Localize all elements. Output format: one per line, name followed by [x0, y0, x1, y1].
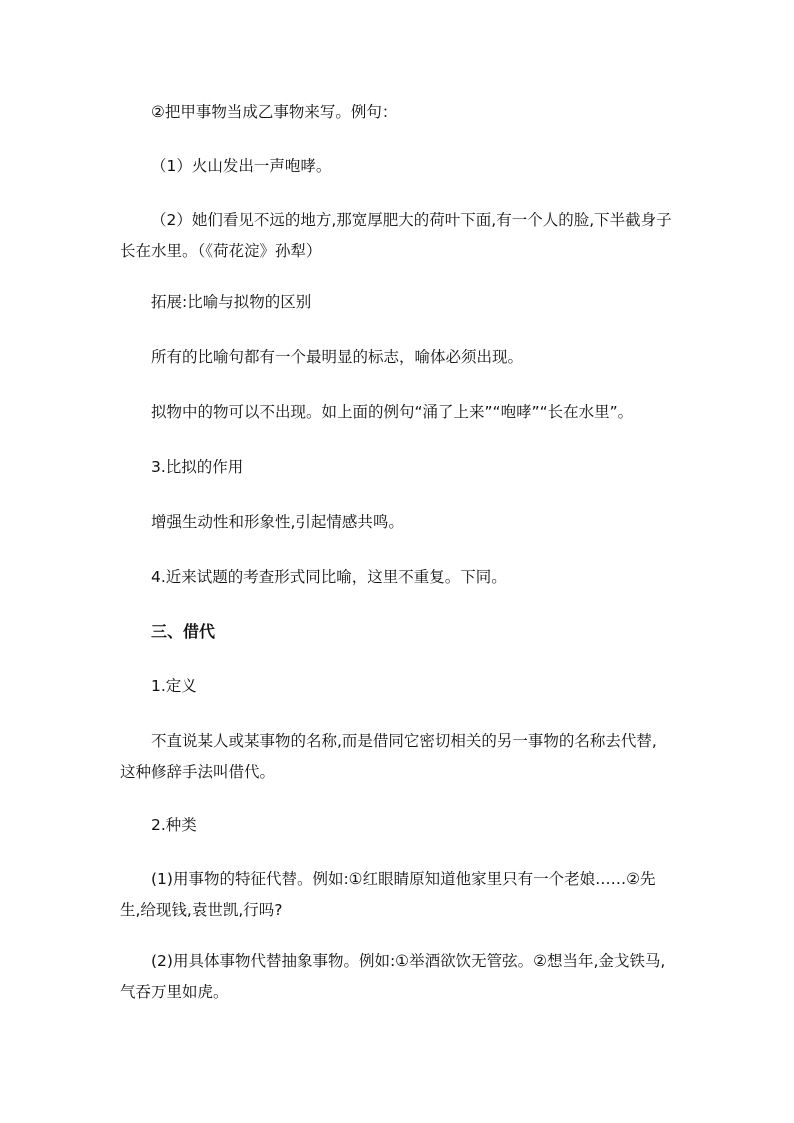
metonymy-section-heading: 三、借代 [151, 622, 216, 641]
effect-paragraph: 增强生动性和形象性,引起情感共鸣。 [151, 513, 404, 531]
metaphor-note-paragraph: 所有的比喻句都有一个最明显的标志，喻体必须出现。 [151, 348, 524, 366]
example-intro-paragraph: ②把甲事物当成乙事物来写。例句： [151, 103, 398, 121]
definition-heading: 1.定义 [151, 677, 197, 695]
personification-note-paragraph: 拟物中的物可以不出现。如上面的例句“涌了上来”“咆哮”“长在水里”。 [151, 403, 634, 421]
example-1-paragraph: （1）火山发出一声咆哮。 [151, 157, 332, 175]
example-2-paragraph: （2）她们看见不远的地方,那宽厚肥大的荷叶下面,有一个人的脸,下半截身子长在水里。（《荷花淀》孙犁） [120, 211, 672, 260]
extension-heading: 拓展:比喻与拟物的区别 [151, 293, 312, 311]
section-3-heading: 3.比拟的作用 [151, 458, 244, 476]
section-4-paragraph: 4.近来试题的考查形式同比喻，这里不重复。下同。 [151, 568, 507, 586]
definition-paragraph: 不直说某人或某事物的名称,而是借同它密切相关的另一事物的名称去代替,这种修辞手法叫借代。 [120, 732, 657, 781]
type-2-paragraph: (2)用具体事物代替抽象事物。例如:①举酒欲饮无管弦。②想当年,金戈铁马,气吞万里如虎。 [120, 952, 666, 1001]
types-heading: 2.种类 [151, 816, 197, 834]
type-1-paragraph: (1)用事物的特征代替。例如:①红眼睛原知道他家里只有一个老娘……②先生,给现钱,袁世凯,行吗? [120, 870, 656, 919]
